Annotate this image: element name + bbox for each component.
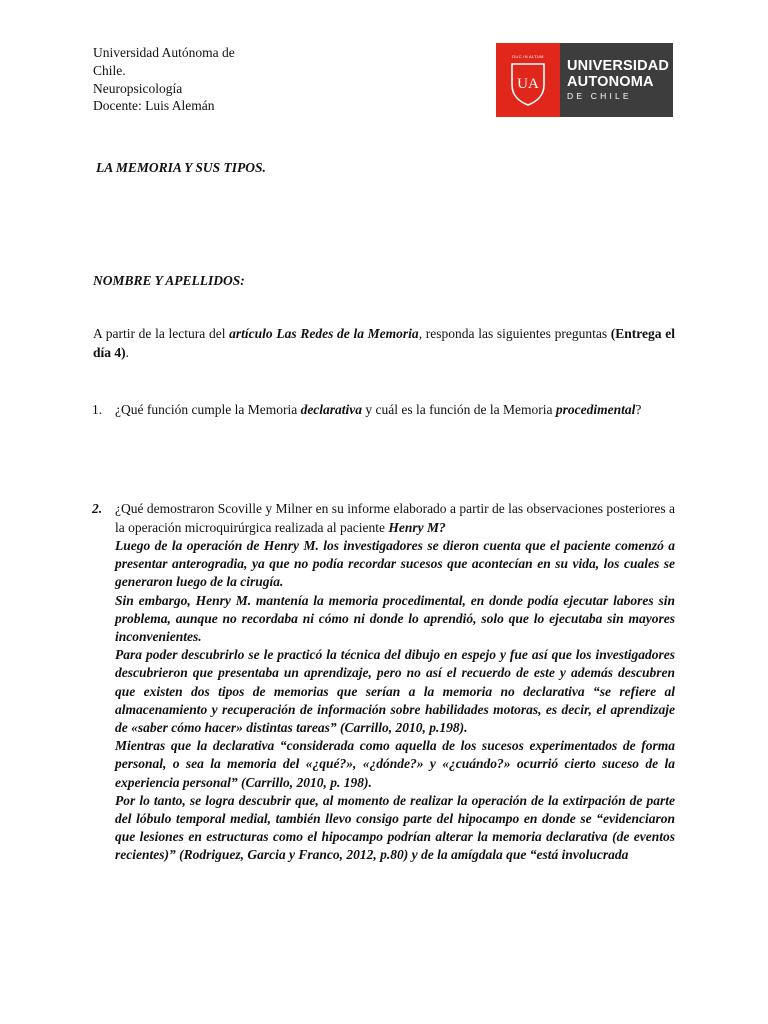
name-field-label: NOMBRE Y APELLIDOS: — [93, 273, 245, 288]
document-title: LA MEMORIA Y SUS TIPOS. — [96, 160, 266, 175]
logo-red-block — [496, 43, 560, 117]
logo-motto: DUC IN ALTUM — [512, 53, 544, 59]
question-emphasis: declarativa — [300, 402, 363, 417]
question-text: ¿Qué demostraron Scoville y Milner en su informe elaborado a partir de las observaciones posteriores a la operación microquirúrgica realizada al paciente — [115, 501, 675, 535]
answer-paragraph: Mientras que la declarativa “considerada como aquella de los sucesos experimentados de forma personal, o sea la memoria del «¿qué?», «¿dónde?» y «¿cuándo?» ocurrió cierto suceso de la experiencia personal” (Carrillo, 2010, p. 198). — [115, 738, 675, 790]
logo-line-2: AUTONOMA — [567, 74, 654, 90]
question-emphasis: procedimental — [555, 402, 636, 417]
instructions-paragraph — [93, 325, 675, 362]
question-text-block — [115, 500, 675, 537]
answer-paragraph: Sin embargo, Henry M. mantenía la memoria procedimental, en donde podía ejecutar labores sin problema, aunque no recordaba ni cómo ni donde lo aprendió, solo que lo ejecutaba sin mayores inconvenientes. — [115, 592, 675, 645]
question-2 — [92, 500, 675, 865]
intro-text: A partir de la lectura del — [93, 326, 230, 341]
shield-icon — [509, 61, 547, 107]
question-emphasis: Henry M? — [388, 519, 446, 535]
course-info — [93, 44, 235, 115]
course-info-line: Docente: Luis Alemán — [93, 98, 215, 114]
question-1 — [92, 401, 675, 420]
logo-line-3: DE CHILE — [567, 91, 632, 101]
course-info-line: Universidad Autónoma de — [93, 45, 235, 60]
question-number: 1. — [92, 402, 103, 417]
university-logo — [496, 43, 673, 117]
answer-paragraph: Para poder descubrirlo se le practicó la técnica del dibujo en espejo y fue así que los investigadores descubrieron que presentaba un aprendizaje, pero no así el recuerdo de este y además descubren que existen dos tipos de memorias que serían a la memoria no declarativa “se refiere al almacenamiento y recuperación de información sobre habilidades motoras, es decir, el aprendizaje de «saber cómo hacer» distintas tareas” (Carrillo, 2010, p.198). — [115, 647, 675, 736]
answer-paragraph: Luego de la operación de Henry M. los investigadores se dieron cuenta que el paciente comenzó a presentar anterogradia, ya que no podía recordar sucesos que acontecían en su vida, los cuales se generaron luego de la cirugía. — [115, 538, 675, 590]
intro-text: , responda las siguientes preguntas — [418, 326, 611, 341]
question-text: ? — [635, 402, 642, 417]
logo-initials: UA — [517, 75, 539, 92]
logo-line-1: UNIVERSIDAD — [567, 58, 670, 74]
question-text: y cuál es la función de la Memoria — [362, 402, 556, 417]
question-text: ¿Qué función cumple la Memoria — [115, 402, 301, 417]
logo-text-block — [560, 43, 673, 117]
course-info-line: Chile. — [93, 62, 126, 78]
article-title: artículo Las Redes de la Memoria — [229, 326, 419, 341]
answer-paragraph: Por lo tanto, se logra descubrir que, al momento de realizar la operación de la extirpación de parte del lóbulo temporal medial, también llevo consigo parte del hipocampo en donde se “evidenciaron que lesiones en estructuras como el hipocampo podrían alterar la memoria declarativa (de eventos recientes)” (Rodriguez, Garcia y Franco, 2012, p.80) y de la amígdala que “está involucrada — [115, 792, 675, 863]
question-number: 2. — [92, 501, 103, 516]
intro-text: . — [125, 344, 130, 360]
due-date-text: (Entrega el día 4) — [93, 326, 675, 360]
course-info-line: Neuropsicología — [93, 80, 183, 96]
